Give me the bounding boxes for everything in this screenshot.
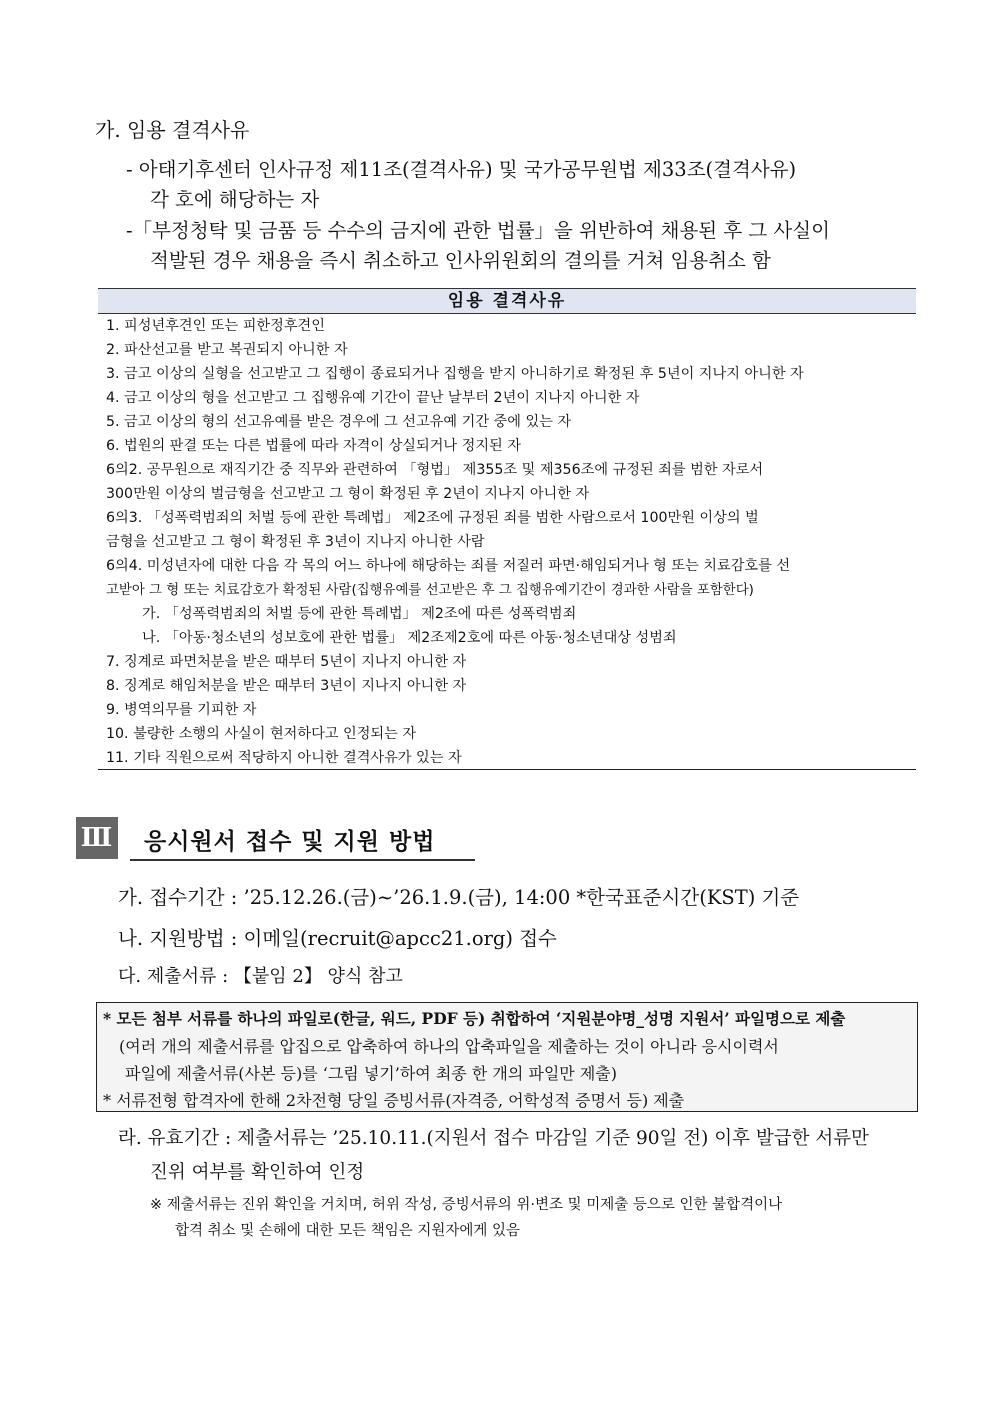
submission-note-box <box>96 1002 918 1112</box>
bullet-anti-graft-line2: 적발된 경우 채용을 즉시 취소하고 인사위원회의 결의를 거쳐 임용취소 함 <box>150 249 771 272</box>
table-row: 1. 피성년후견인 또는 피한정후견인 <box>106 318 325 334</box>
table-row: 8. 징계로 해임처분을 받은 때부터 3년이 지나지 아니한 자 <box>106 678 467 694</box>
note-line: 파일에 제출서류(사본 등)를 ‘그림 넣기’하여 최종 한 개의 파일만 제출) <box>125 1064 617 1083</box>
table-row: 3. 금고 이상의 실형을 선고받고 그 집행이 종료되거나 집행을 받지 아니하기로 확정된 후 5년이 지나지 아니한 자 <box>106 366 804 382</box>
table-row: 7. 징계로 파면처분을 받은 때부터 5년이 지나지 아니한 자 <box>106 654 467 670</box>
required-documents: 다. 제출서류 : 【붙임 2】 양식 참고 <box>118 966 403 987</box>
section-heading-disqualification: 가. 임용 결격사유 <box>95 118 250 142</box>
application-method: 나. 지원방법 : 이메일(recruit@apcc21.org) 접수 <box>118 927 557 950</box>
validity-line1: 라. 유효기간 : 제출서류는 ’25.10.11.(지원서 접수 마감일 기준 90일 전) 이후 발급한 서류만 <box>118 1128 869 1149</box>
table-row: 금형을 선고받고 그 형이 확정된 후 3년이 지나지 아니한 사람 <box>106 534 485 550</box>
note-line: * 모든 첨부 서류를 하나의 파일로(한글, 워드, PDF 등) 취합하여 ‘지원분야명_성명 지원서’ 파일명으로 제출 <box>103 1009 846 1028</box>
table-row: 가. 「성폭력범죄의 처벌 등에 관한 특례법」 제2조에 따른 성폭력범죄 <box>142 606 577 622</box>
section-number-badge: Ⅲ <box>76 817 118 859</box>
table-row: 고받아 그 형 또는 치료감호가 확정된 사람(집행유예를 선고받은 후 그 집행유예기간이 경과한 사람을 포함한다) <box>106 583 754 598</box>
application-period: 가. 접수기간 : ’25.12.26.(금)∼’26.1.9.(금), 14:00 *한국표준시간(KST) 기준 <box>118 886 800 909</box>
table-row: 6의2. 공무원으로 재직기간 중 직무와 관련하여 「형법」 제355조 및 제356조에 규정된 죄를 범한 자로서 <box>106 462 764 478</box>
liability-note-line2: 합격 취소 및 손해에 대한 모든 책임은 지원자에게 있음 <box>175 1223 521 1239</box>
table-row: 6. 법원의 판결 또는 다른 법률에 따라 자격이 상실되거나 정지된 자 <box>106 438 521 454</box>
bullet-regulation-line1: - 아태기후센터 인사규정 제11조(결격사유) 및 국가공무원법 제33조(결격사유) <box>126 158 797 181</box>
table-bottom-rule <box>98 769 916 770</box>
bullet-anti-graft-line1: -「부정청탁 및 금품 등 수수의 금지에 관한 법률」을 위반하여 채용된 후 그 사실이 <box>126 219 830 242</box>
disqualification-table <box>98 288 916 766</box>
liability-note-line1: ※ 제출서류는 진위 확인을 거치며, 허위 작성, 증빙서류의 위·변조 및 미제출 등으로 인한 불합격이나 <box>150 1197 783 1213</box>
table-row: 11. 기타 직원으로써 적당하지 아니한 결격사유가 있는 자 <box>106 750 462 766</box>
table-row: 9. 병역의무를 기피한 자 <box>106 702 257 718</box>
note-line: * 서류전형 합격자에 한해 2차전형 당일 증빙서류(자격증, 어학성적 증명서 등) 제출 <box>103 1091 685 1110</box>
table-row: 6의3. 「성폭력범죄의 처벌 등에 관한 특례법」 제2조에 규정된 죄를 범한 사람으로서 100만원 이상의 벌 <box>106 510 759 526</box>
table-row: 2. 파산선고를 받고 복권되지 아니한 자 <box>106 342 348 358</box>
validity-line2: 진위 여부를 확인하여 인정 <box>150 1162 365 1183</box>
table-row: 10. 불량한 소행의 사실이 현저하다고 인정되는 자 <box>106 726 417 742</box>
table-row: 5. 금고 이상의 형의 선고유예를 받은 경우에 그 선고유예 기간 중에 있는 자 <box>106 414 572 430</box>
note-line: (여러 개의 제출서류를 압집으로 압축하여 하나의 압축파일을 제출하는 것이 아니라 응시이력서 <box>119 1037 779 1056</box>
bullet-regulation-line2: 각 호에 해당하는 자 <box>150 188 320 211</box>
table-row: 300만원 이상의 벌금형을 선고받고 그 형이 확정된 후 2년이 지나지 아니한 자 <box>106 486 590 502</box>
table-row: 4. 금고 이상의 형을 선고받고 그 집행유예 기간이 끝난 날부터 2년이 지나지 아니한 자 <box>106 390 640 406</box>
table-row: 나. 「아동·청소년의 성보호에 관한 법률」 제2조제2호에 따른 아동·청소년대상 성범죄 <box>142 630 677 646</box>
table-row: 6의4. 미성년자에 대한 다음 각 목의 어느 하나에 해당하는 죄를 저질러 파면·해임되거나 형 또는 치료감호를 선 <box>106 558 791 574</box>
section-title: 응시원서 접수 및 지원 방법 <box>130 817 475 861</box>
table-header: 임용 결격사유 <box>98 288 916 314</box>
